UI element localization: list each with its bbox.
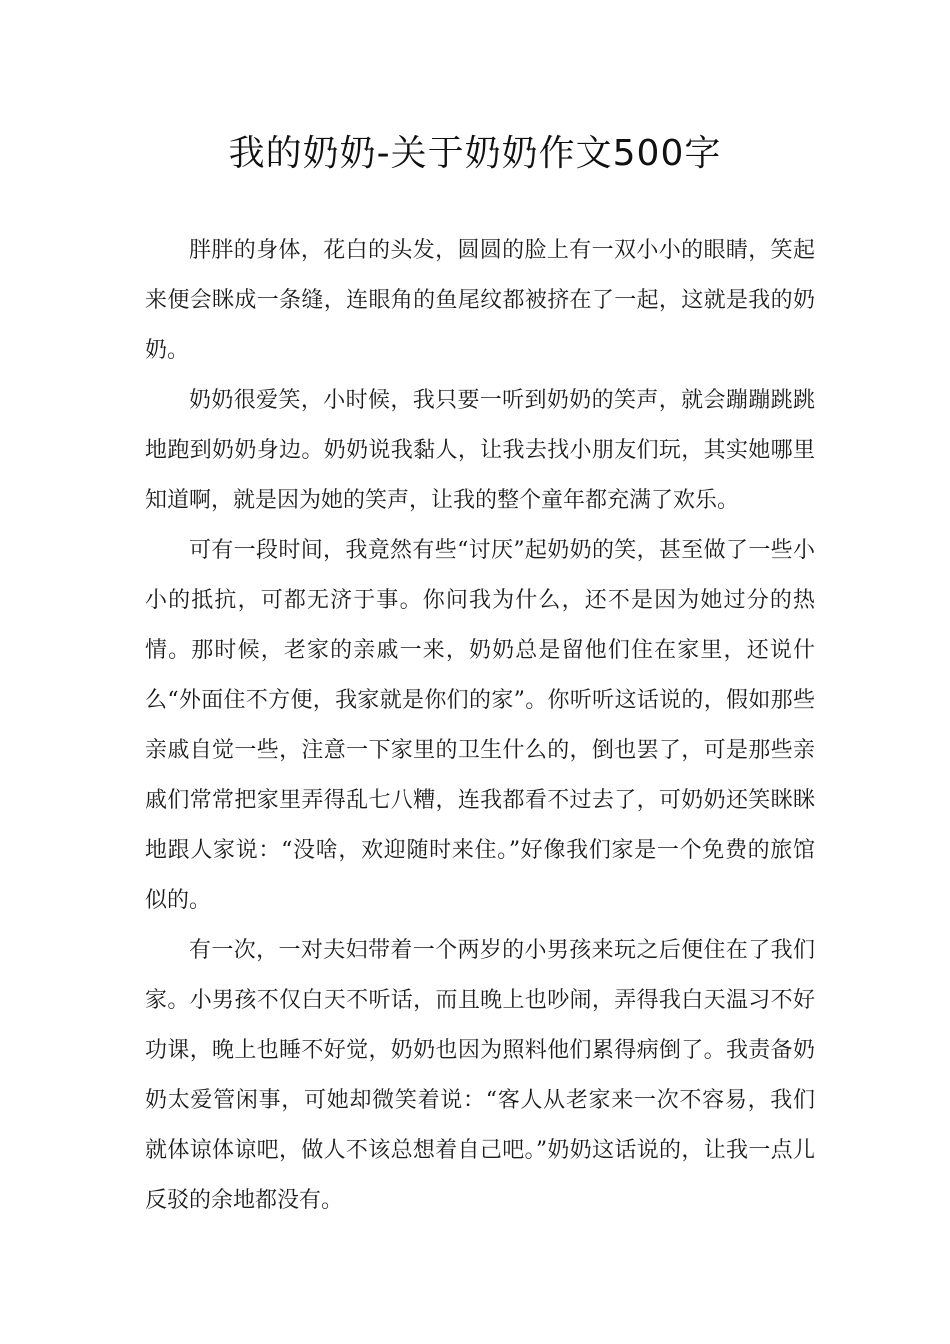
paragraph-4: 有一次，一对夫妇带着一个两岁的小男孩来玩之后便住在了我们家。小男孩不仅白天不听话，而且晚上也吵闹，弄得我白天温习不好功课，晚上也睡不好觉，奶奶也因为照料他们累得病倒了。我责备奶奶太爱管闲事，可她却微笑着说：“客人从老家来一次不容易，我们就体谅体谅吧，做人不该总想着自己吧。”奶奶这话说的，让我一点儿反驳的余地都没有。 [145,938,815,1213]
paragraph-3: 可有一段时间，我竟然有些“讨厌”起奶奶的笑，甚至做了一些小小的抵抗，可都无济于事。你问我为什么，还不是因为她过分的热情。那时候，老家的亲戚一来，奶奶总是留他们住在家里，还说什么“外面住不方便，我家就是你们的家”。你听听这话说的，假如那些亲戚自觉一些，注意一下家里的卫生什么的，倒也罢了，可是那些亲戚们常常把家里弄得乱七八糟，连我都看不过去了，可奶奶还笑眯眯地跟人家说：“没啥，欢迎随时来住。”好像我们家是一个免费的旅馆似的。 [145,538,815,913]
document-body [145,226,815,1226]
paragraph-1: 胖胖的身体，花白的头发，圆圆的脸上有一双小小的眼睛，笑起来便会眯成一条缝，连眼角的鱼尾纹都被挤在了一起，这就是我的奶奶。 [145,238,815,363]
document-title: 我的奶奶-关于奶奶作文500字 [228,133,722,174]
paragraph-2: 奶奶很爱笑，小时候，我只要一听到奶奶的笑声，就会蹦蹦跳跳地跑到奶奶身边。奶奶说我黏人，让我去找小朋友们玩，其实她哪里知道啊，就是因为她的笑声，让我的整个童年都充满了欢乐。 [145,388,815,513]
